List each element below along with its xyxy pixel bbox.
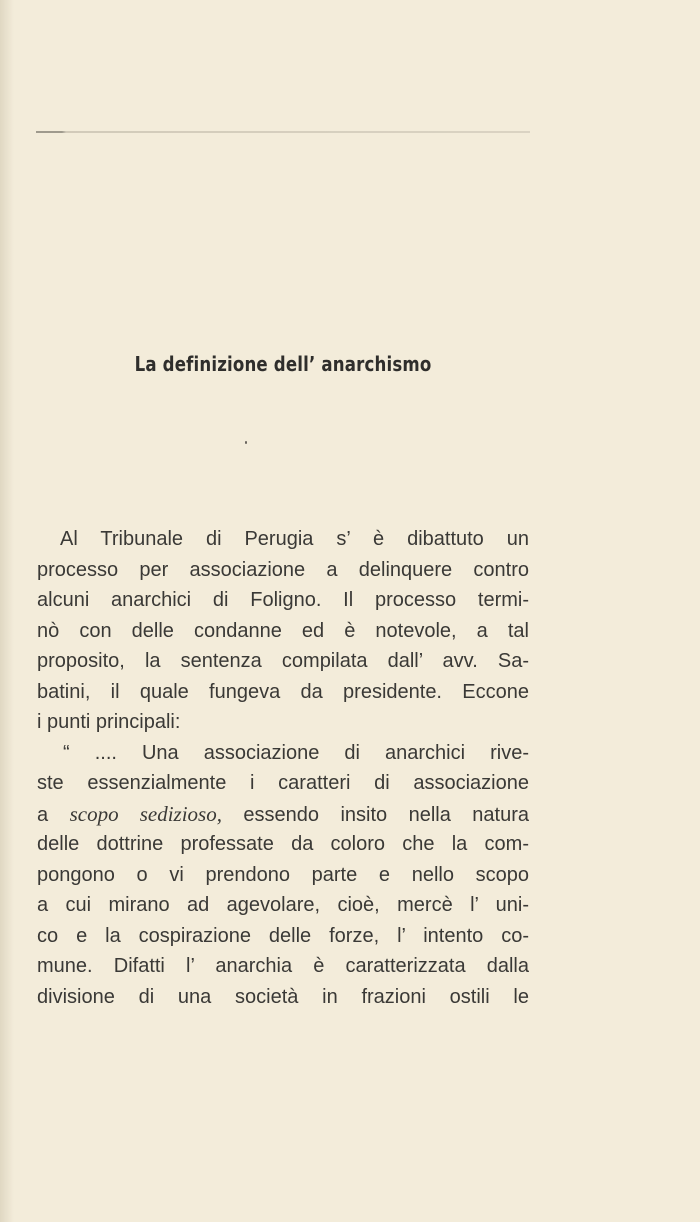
text-line: processo per associazione a delinquere contro bbox=[37, 558, 529, 581]
text-line: i punti principali: bbox=[37, 711, 181, 733]
quote-line: mune. Difatti l’ anarchia è caratterizzata dalla bbox=[37, 955, 529, 977]
quote-line: co e la cospirazione delle forze, l’ intento co- bbox=[37, 924, 529, 947]
quote-line: ste essenzialmente i caratteri di associazione bbox=[37, 772, 529, 794]
quote-line-suffix: essendo insito nella natura bbox=[243, 803, 530, 826]
text-line: batini, il quale fungeva da presidente. Eccone bbox=[37, 680, 529, 703]
text-line: nò con delle condanne ed è notevole, a tal bbox=[37, 619, 529, 642]
ink-speck bbox=[245, 441, 247, 444]
quote-line bbox=[37, 799, 529, 830]
quote-line: divisione di una società in frazioni ostili le bbox=[37, 985, 529, 1008]
text-line: proposito, la sentenza compilata dall’ avv. Sa- bbox=[37, 650, 529, 672]
body-text bbox=[37, 524, 529, 1012]
quote-line: “ .... Una associazione di anarchici rive- bbox=[63, 741, 529, 764]
header-rule bbox=[36, 131, 530, 133]
quote-line: pongono o vi prendono parte e nello scopo bbox=[37, 863, 529, 886]
chapter-title: La definizione dell’ anarchismo bbox=[134, 352, 432, 376]
quote-line-prefix: a bbox=[37, 803, 49, 826]
text-line: alcuni anarchici di Foligno. Il processo termi- bbox=[37, 589, 529, 611]
italic-phrase: scopo sedizioso, bbox=[69, 801, 222, 826]
text-line: Al Tribunale di Perugia s’ è dibattuto un bbox=[60, 528, 529, 550]
quote-line: delle dottrine professate da coloro che la com- bbox=[37, 833, 529, 855]
quote-line: a cui mirano ad agevolare, cioè, mercè l’ uni- bbox=[37, 894, 529, 916]
